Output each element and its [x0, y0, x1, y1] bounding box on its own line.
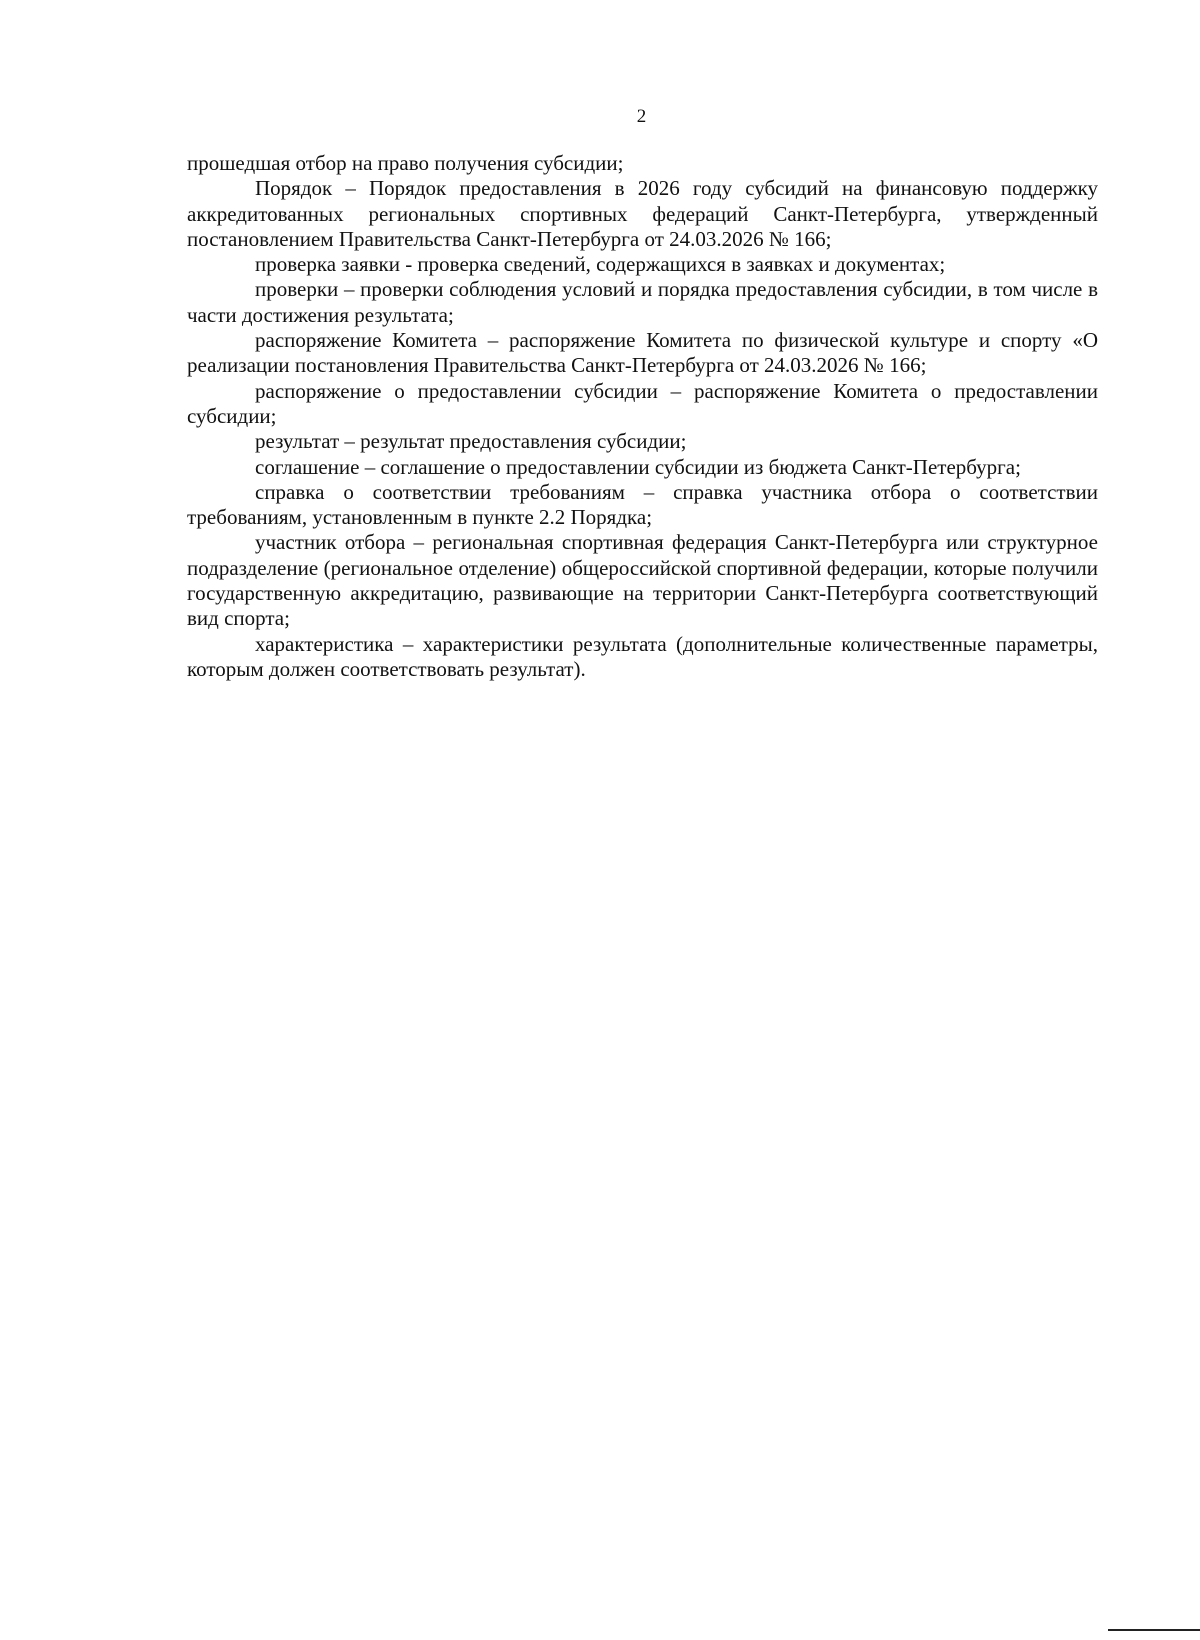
- paragraph-continuation: прошедшая отбор на право получения субсидии;: [187, 151, 624, 175]
- definition-spravka: справка о соответствии требованиям – справка участника отбора о соответствии требованиям, установленным в пункте 2.2 Порядка;: [187, 479, 1098, 530]
- definition-rezultat: результат – результат предоставления субсидии;: [255, 429, 687, 454]
- document-body: [187, 151, 1098, 682]
- definition-soglashenie: соглашение – соглашение о предоставлении субсидии из бюджета Санкт-Петербурга;: [255, 454, 1021, 479]
- scan-edge-line: [1108, 1629, 1200, 1631]
- definition-rasporyazhenie-komiteta: распоряжение Комитета – распоряжение Комитета по физической культуре и спорту «О реализации постановления Правительства Санкт-Петербурга от 24.03.2026 № 166;: [187, 328, 1098, 378]
- definition-proverki: проверки – проверки соблюдения условий и порядка предоставления субсидии, в том числе в части достижения результата;: [187, 277, 1098, 327]
- definition-uchastnik-otbora: участник отбора – региональная спортивная федерация Санкт-Петербурга или структурное подразделение (региональное отделение) общероссийской спортивной федерации, которые получили государственную аккредитацию, развивающие на территории Санкт-Петербурга соответствующий вид спорта;: [187, 530, 1098, 631]
- page-number: 2: [636, 106, 647, 127]
- definition-rasporyazhenie-o-subsidii: распоряжение о предоставлении субсидии – распоряжение Комитета о предоставлении субсидии;: [187, 378, 1098, 428]
- definition-kharakteristika: характеристика – характеристики результата (дополнительные количественные параметры, которым должен соответствовать результат).: [187, 631, 1098, 681]
- definition-proverka-zayavki: проверка заявки - проверка сведений, содержащихся в заявках и документах;: [255, 252, 946, 277]
- definition-poryadok: Порядок – Порядок предоставления в 2026 году субсидий на финансовую поддержку аккредитованных региональных спортивных федераций Санкт-Петербурга, утвержденный постановлением Правительства Санкт-Петербурга от 24.03.2026 № 166;: [187, 176, 1098, 251]
